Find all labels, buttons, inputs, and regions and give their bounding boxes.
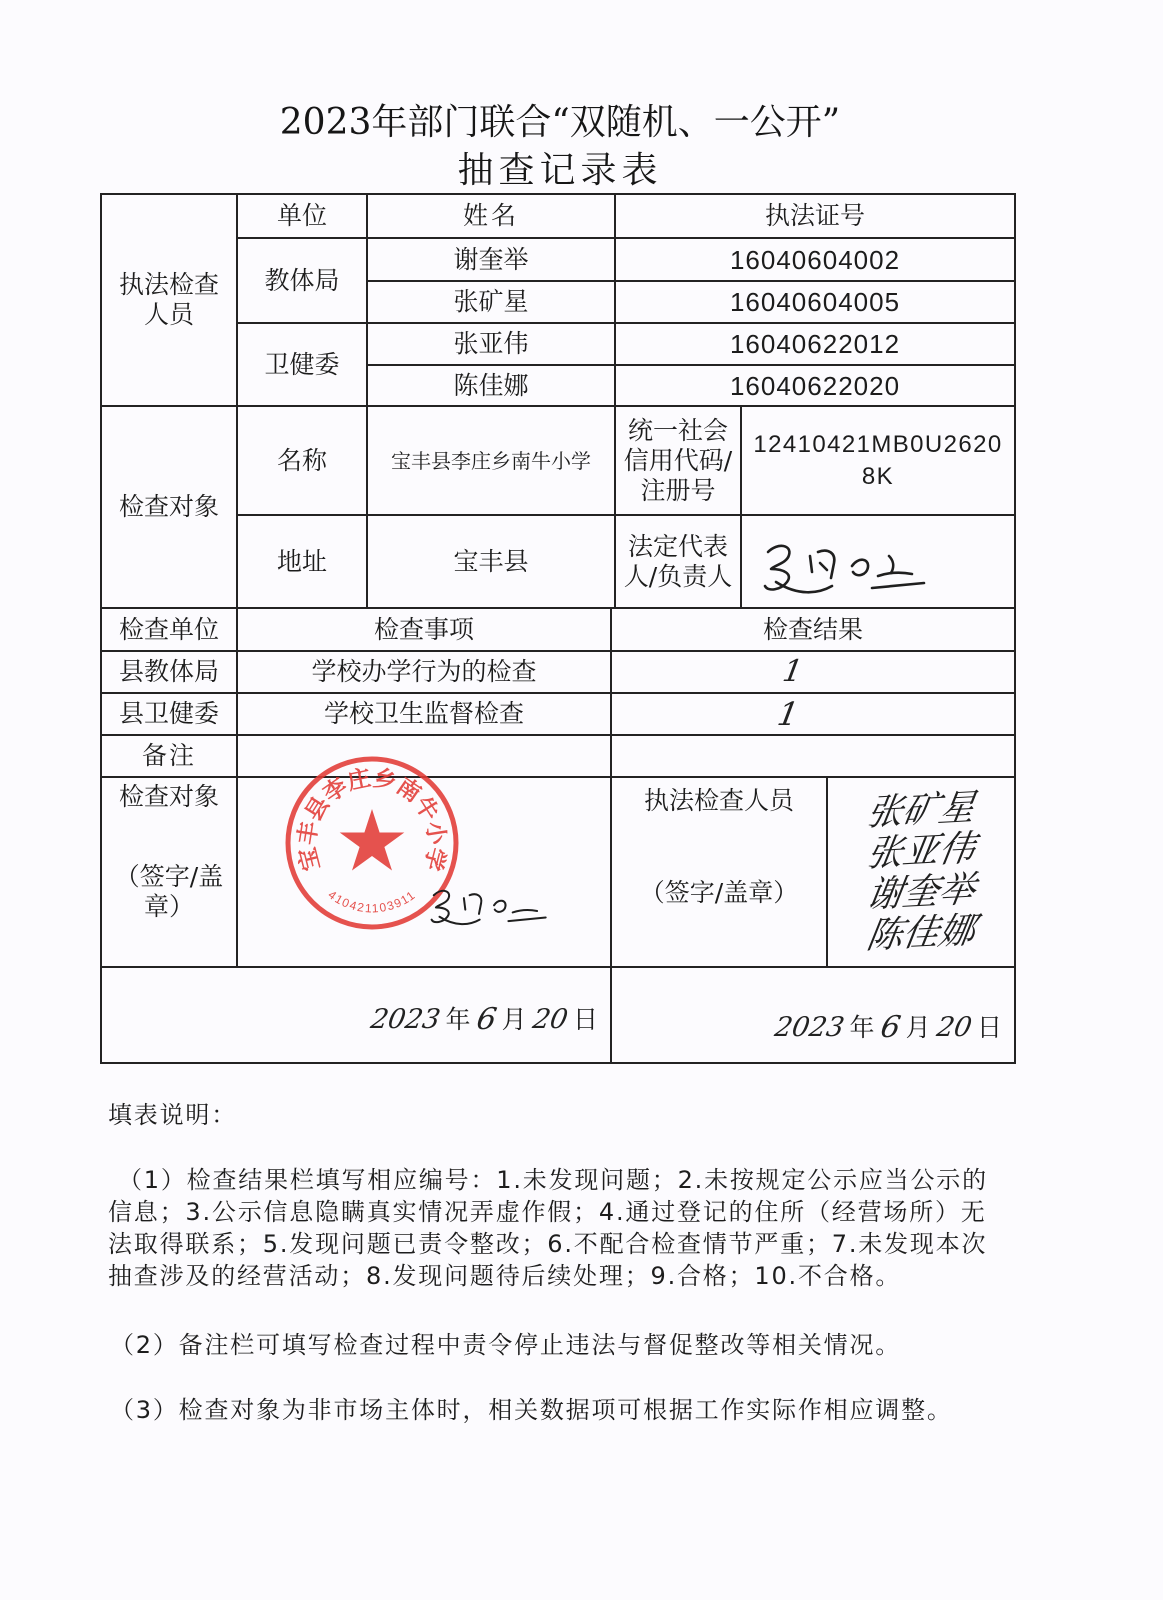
inspector-date-month-unit: 月 — [905, 1013, 931, 1042]
inspector-date-year: 2023 — [772, 1012, 847, 1043]
legal-rep-signature — [760, 536, 930, 598]
header-unit: 单位 — [236, 193, 368, 239]
instruction-item: （1）检查结果栏填写相应编号：1.未发现问题；2.未按规定公示应当公示的信息；3.公示信息隐瞒真实情况弄虚作假；4.通过登记的住所（经营场所）无法取得联系；5.发现问题已责令整改；6.不配合检查情节严重；7.未发现本次抽查涉及的经营活动；8.发现问题待后续处理；9.合格；10.不合格。 — [108, 1166, 988, 1290]
inspector-date-day: 20 — [933, 1012, 974, 1043]
remark-result-empty — [610, 734, 1016, 778]
check-unit: 县教体局 — [100, 650, 238, 694]
target-name-label: 名称 — [236, 405, 368, 516]
inspector-signature: 谢奎举 — [863, 868, 979, 917]
inspector-cert: 16040604005 — [614, 280, 1016, 324]
header-cert: 执法证号 — [614, 193, 1016, 239]
check-item-header: 检查事项 — [236, 607, 612, 652]
check-result: 1 — [774, 695, 802, 733]
inspector-name: 张亚伟 — [366, 322, 616, 366]
check-unit: 县卫健委 — [100, 692, 238, 736]
title-line-1: 2023年部门联合“双随机、一公开” — [279, 102, 841, 143]
target-name-value: 宝丰县李庄乡南牛小学 — [366, 405, 616, 516]
inspector-signatures-cell — [826, 776, 1016, 968]
inspector-signature: 张亚伟 — [863, 827, 979, 876]
target-signature — [428, 878, 550, 934]
target-date-month: 6 — [473, 1002, 499, 1037]
check-unit-header: 检查单位 — [100, 607, 238, 652]
remark-label: 备注 — [100, 734, 238, 778]
target-code-value: 12410421MB0U26208K — [753, 430, 1003, 490]
inspector-cert: 16040604002 — [614, 237, 1016, 282]
target-code-cell — [740, 405, 1016, 516]
inspector-sign-label: 执法检查人员 — [643, 786, 794, 815]
inspector-name: 张矿星 — [366, 280, 616, 324]
target-sign-label: 检查对象 — [118, 782, 219, 811]
inspector-sign-note: （签字/盖章） — [639, 878, 799, 907]
unit-education-bureau: 教体局 — [236, 237, 368, 324]
target-address-value: 宝丰县 — [366, 514, 616, 609]
seal-code-path-text: 410421103911 — [325, 887, 419, 916]
target-rep-signature-cell — [740, 514, 1016, 609]
target-date-year: 2023 — [368, 1004, 443, 1035]
unit-health-commission: 卫健委 — [236, 322, 368, 407]
instructions-heading: 填表说明： — [108, 1101, 237, 1129]
check-result: 1 — [780, 654, 806, 689]
target-rep-label: 法定代表人/负责人 — [623, 531, 733, 591]
target-date-day-unit: 日 — [572, 1005, 598, 1034]
target-code-label: 统一社会信用代码/注册号 — [623, 415, 733, 505]
inspector-date-day-unit: 日 — [976, 1013, 1002, 1042]
inspector-date-month: 6 — [877, 1010, 903, 1045]
title-line-2: 抽查记录表 — [457, 150, 663, 191]
seal-code-text — [325, 887, 418, 915]
inspector-cert: 16040622012 — [614, 322, 1016, 366]
check-result-header: 检查结果 — [610, 607, 1016, 652]
target-date-cell — [100, 966, 612, 1064]
target-date-year-unit: 年 — [445, 1005, 471, 1034]
seal-name-path-text: 宝丰县李庄乡南牛小学 — [294, 765, 450, 874]
seal-star-icon — [340, 809, 405, 871]
check-item: 学校办学行为的检查 — [236, 650, 612, 694]
personnel-label: 执法检查人员 — [118, 270, 219, 329]
check-item: 学校卫生监督检查 — [236, 692, 612, 736]
inspector-date-cell — [610, 966, 1016, 1064]
target-date-day: 20 — [529, 1004, 570, 1035]
instruction-item: （2）备注栏可填写检查过程中责令停止违法与督促整改等相关情况。 — [110, 1331, 902, 1359]
header-name: 姓名 — [366, 193, 616, 239]
target-address-label: 地址 — [236, 514, 368, 609]
inspector-date-year-unit: 年 — [849, 1013, 875, 1042]
target-code-label-cell — [614, 405, 742, 516]
check-result-cell — [610, 650, 1016, 694]
inspector-name: 陈佳娜 — [366, 364, 616, 407]
inspector-name: 谢奎举 — [366, 237, 616, 282]
target-rep-label-cell — [614, 514, 742, 609]
inspector-cert: 16040622020 — [614, 364, 1016, 407]
personnel-label-cell — [100, 193, 238, 407]
check-result-cell — [610, 692, 1016, 736]
inspector-signature: 陈佳娜 — [863, 909, 979, 958]
target-label: 检查对象 — [100, 405, 238, 609]
inspector-sign-label-cell — [610, 776, 828, 968]
inspector-signature: 张矿星 — [863, 786, 979, 835]
target-sign-note: （签字/盖章） — [114, 862, 224, 921]
instruction-item: （3）检查对象为非市场主体时，相关数据项可根据工作实际作相应调整。 — [110, 1396, 953, 1424]
target-date-month-unit: 月 — [501, 1005, 527, 1034]
target-sign-label-cell — [100, 776, 238, 968]
